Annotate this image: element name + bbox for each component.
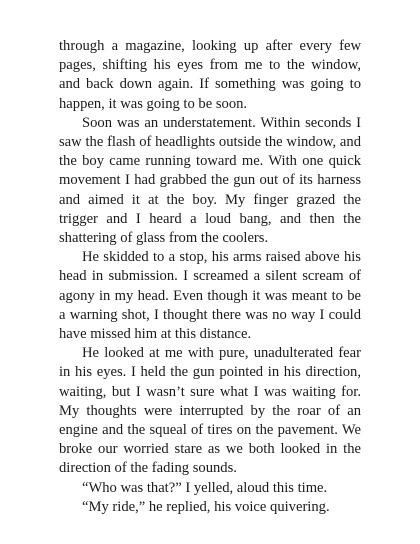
dialogue-line: “Who was that?” I yelled, aloud this time. bbox=[82, 479, 328, 496]
paragraph: Soon was an understatement. Within seconds I saw the flash of headlights outside the window, and the boy came running toward me. With one quick movement I had grabbed the gun out of its harness and aimed it at the boy. My finger grazed the trigger and I heard a loud bang, and then the shattering of glass from the coolers. bbox=[59, 114, 361, 247]
paragraph: He skidded to a stop, his arms raised above his head in submission. I screamed a silent scream of agony in my head. Even though it was meant to be a warning shot, I thought there was no way I could have missed him at this distance. bbox=[59, 249, 361, 343]
dialogue-line: “My ride,” he replied, his voice quivering. bbox=[82, 498, 330, 515]
paragraph: He looked at me with pure, unadulterated fear in his eyes. I held the gun pointed in his direction, waiting, but I wasn’t sure what I was waiting for. My thoughts were interrupted by the roar of an engine and the squeal of tires on the pavement. We broke our worried stare as we both looked in the direction of the fading sounds. bbox=[59, 345, 361, 477]
paragraph-continued: through a magazine, looking up after every few pages, shifting his eyes from me to the window, and back down again. If something was going to happen, it was going to be soon. bbox=[59, 38, 361, 112]
body-text bbox=[59, 37, 361, 517]
